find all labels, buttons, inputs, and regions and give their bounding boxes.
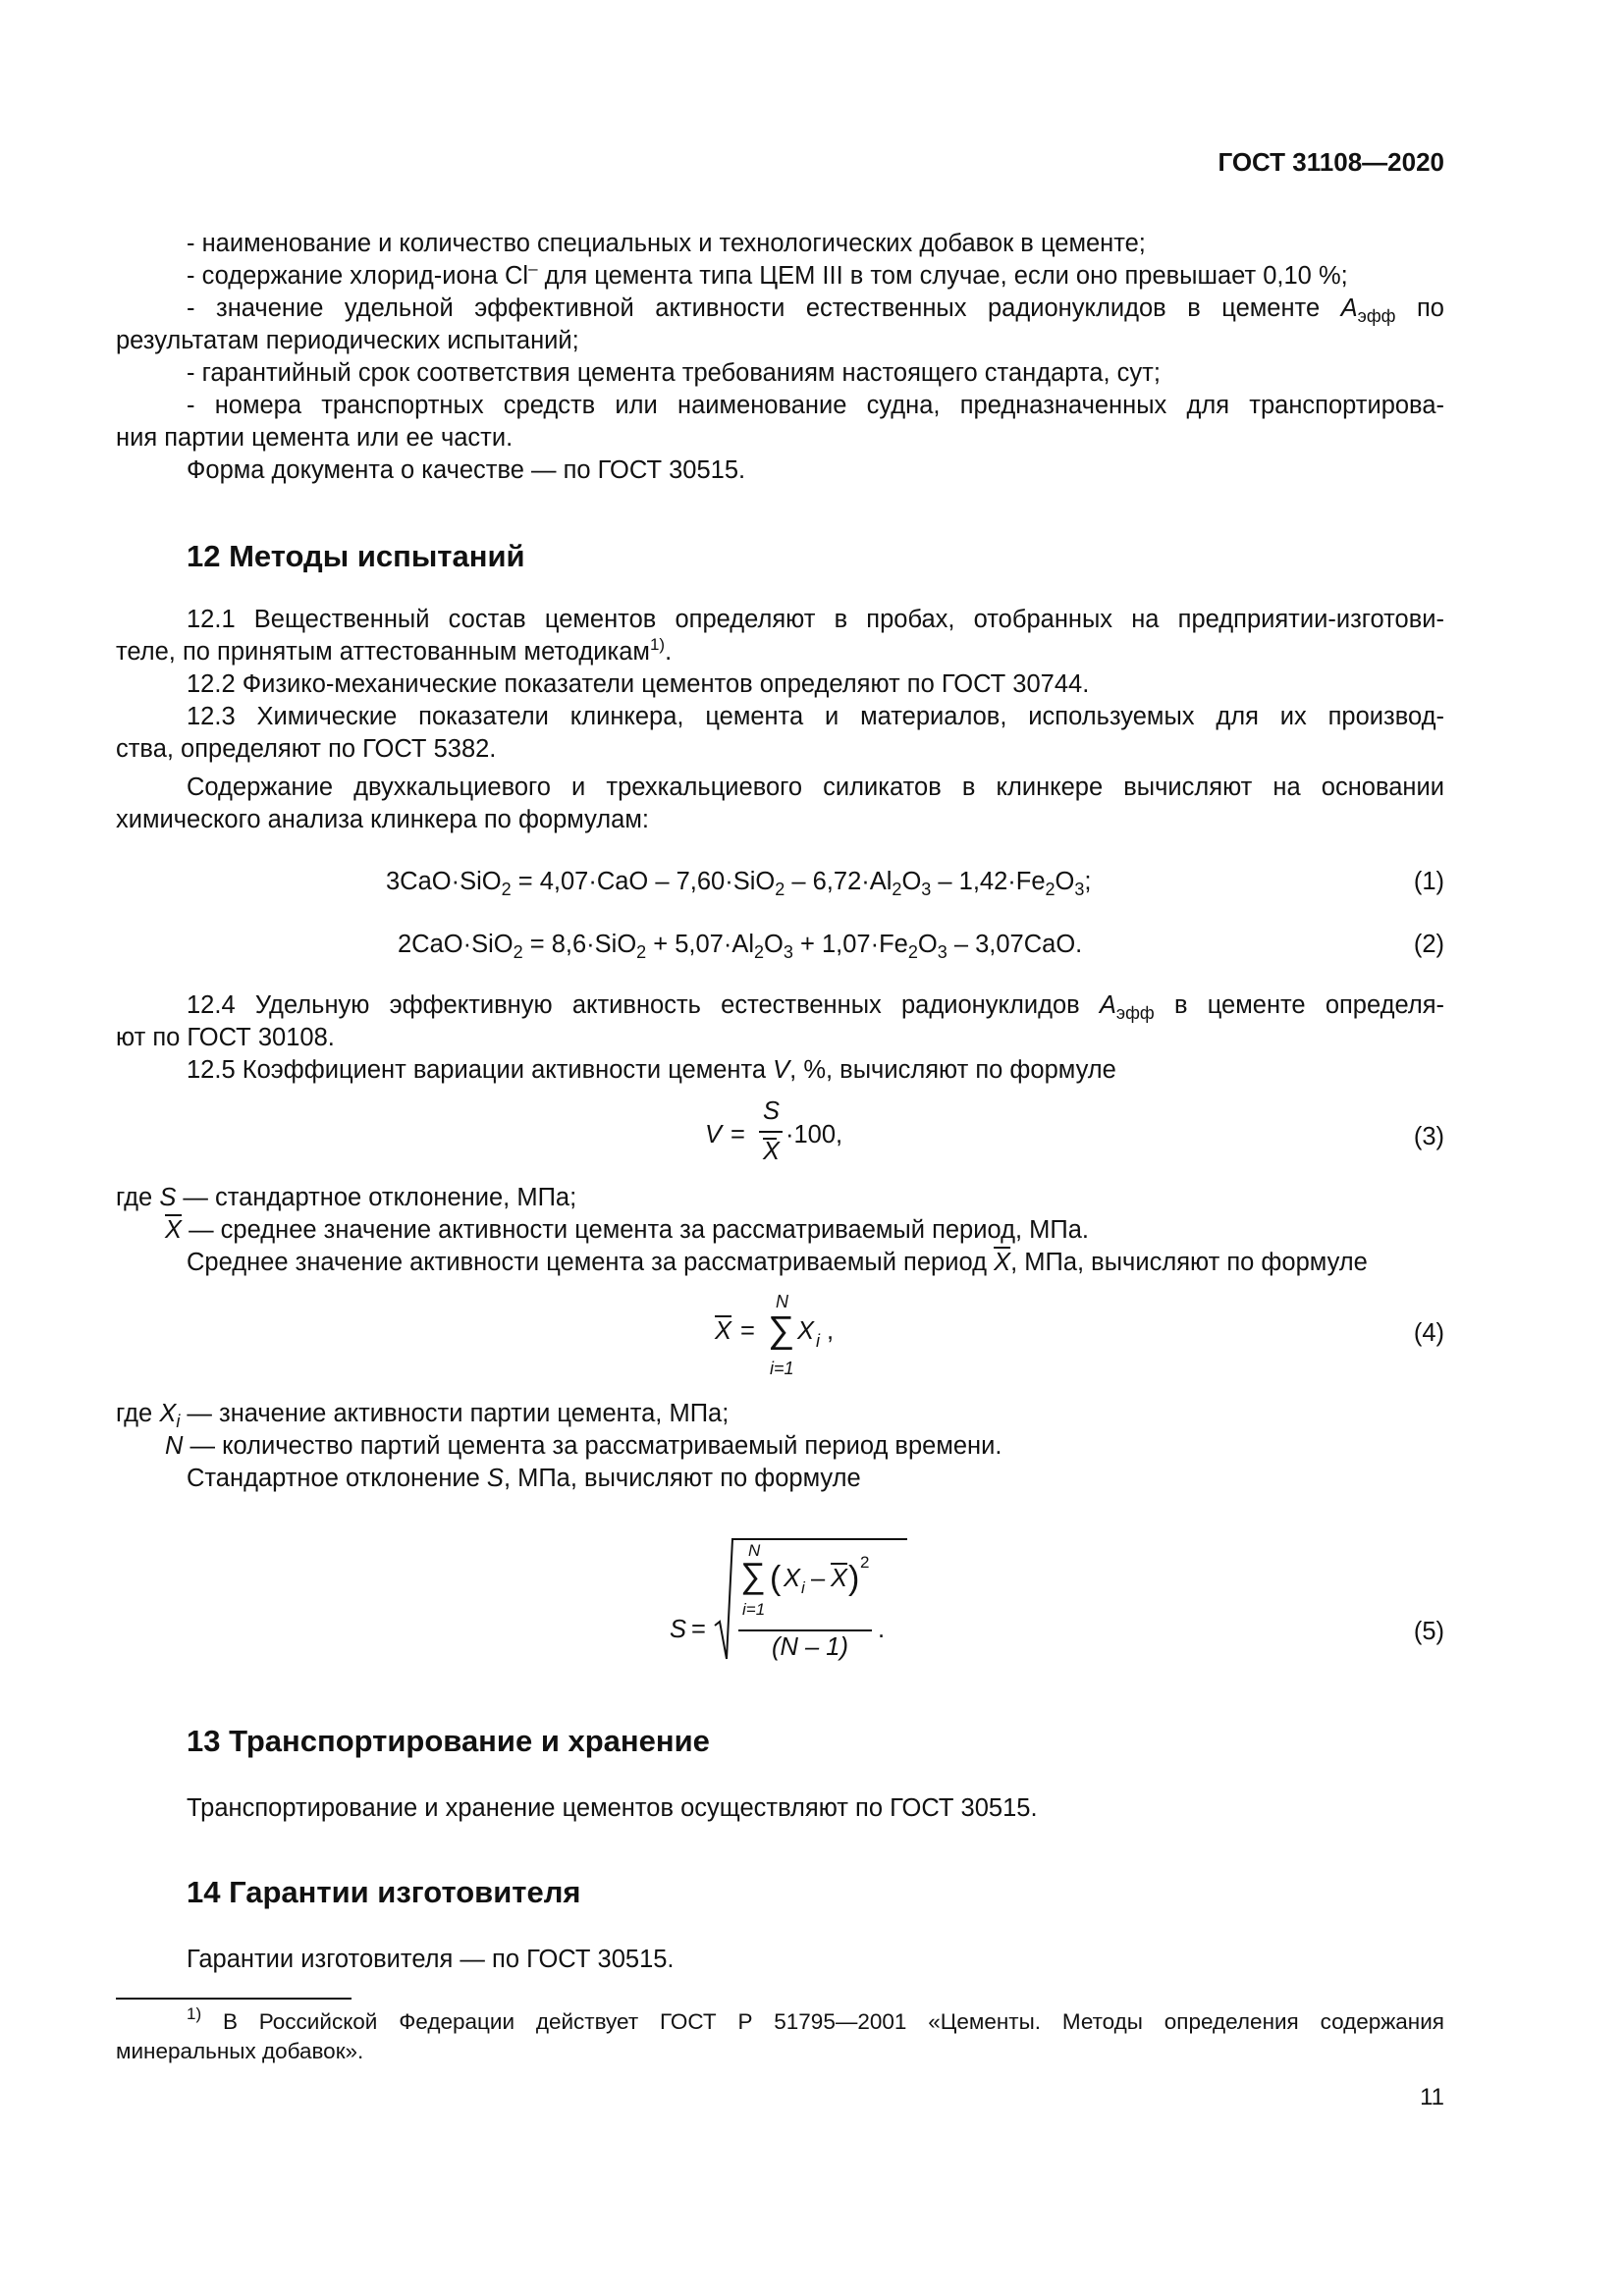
text: в цементе определя-	[1154, 991, 1445, 1019]
subscript: 2	[892, 880, 902, 899]
text: Стандартное отклонение	[187, 1465, 487, 1492]
footnote-separator	[116, 1998, 352, 2000]
section-heading-13: 13 Транспортирование и хранение	[187, 1724, 710, 1758]
text: — значение активности партии цемента, МПа;	[180, 1400, 730, 1427]
symbol-x: X	[159, 1400, 177, 1427]
paragraph-13: Транспортирование и хранение цементов осуществляют по ГОСТ 30515.	[187, 1794, 1038, 1822]
paragraph-mean	[187, 1247, 1368, 1279]
text: 3CaO·SiO	[386, 868, 502, 895]
text: 2CaO·SiO	[398, 931, 514, 958]
text: 12.5 Коэффициент вариации активности цемента	[187, 1056, 774, 1084]
paragraph-12-2: 12.2 Физико-механические показатели цементов определяют по ГОСТ 30744.	[187, 670, 1090, 698]
text: где	[116, 1184, 160, 1211]
symbol-n: N	[165, 1432, 184, 1460]
footnote-mark: 1)	[187, 2004, 202, 2023]
where-n	[165, 1430, 1001, 1463]
footnote-cont: минеральных добавок».	[116, 2039, 364, 2063]
formula-4	[715, 1292, 911, 1385]
formula-5	[670, 1531, 915, 1669]
text: где	[116, 1400, 160, 1427]
paragraph-12-3: 12.3 Химические показатели клинкера, цемента и материалов, используемых для их производ-	[187, 703, 1444, 730]
fraction-bar	[759, 1131, 783, 1133]
fraction-bar	[738, 1629, 872, 1631]
footnote	[187, 2004, 1444, 2037]
sum-sign: ∑	[768, 1309, 795, 1351]
document-header: ГОСТ 31108—2020	[1218, 147, 1444, 177]
symbol-s: S	[486, 1465, 504, 1492]
exponent-2: 2	[860, 1553, 870, 1572]
subscript: 2	[636, 942, 647, 962]
text: O	[901, 868, 922, 895]
subscript-i: i	[801, 1578, 805, 1597]
sum-lower-limit: i=1	[742, 1600, 766, 1619]
formula-2	[398, 929, 1082, 961]
paragraph-12-3-cont: ства, определяют по ГОСТ 5382.	[116, 735, 497, 763]
variable-x: X	[784, 1565, 801, 1592]
symbol-x-bar: $\overline{X}$	[715, 1317, 732, 1345]
symbol-s: S	[670, 1616, 687, 1643]
text: Среднее значение активности цемента за рассматриваемый период	[187, 1249, 995, 1276]
text: - содержание хлорид-иона Cl	[187, 262, 529, 290]
where-x	[165, 1214, 1089, 1247]
formula-1	[386, 866, 1092, 898]
text: В Российской Федерации действует ГОСТ Р 51795—2001 «Цементы. Методы определения содержания	[201, 2009, 1444, 2034]
denominator-x: X	[763, 1138, 781, 1165]
minus-sign: –	[811, 1565, 826, 1592]
text: .	[665, 638, 673, 666]
text: — количество партий цемента за рассматриваемый период времени.	[183, 1432, 1002, 1460]
subscript: 3	[937, 942, 947, 962]
subscript: 2	[754, 942, 765, 962]
subscript: 2	[501, 880, 512, 899]
equals-sign: =	[740, 1317, 755, 1345]
paragraph-12-1-cont	[116, 636, 672, 668]
paragraph-silicates-cont: химического анализа клинкера по формулам:	[116, 806, 649, 833]
text: O	[917, 931, 938, 958]
text: ;	[1084, 868, 1092, 895]
text: O	[764, 931, 784, 958]
page-number: 11	[1420, 2084, 1444, 2110]
paragraph-14: Гарантии изготовителя — по ГОСТ 30515.	[187, 1946, 675, 1973]
sum-upper-limit: N	[776, 1292, 788, 1311]
equals-sign: =	[691, 1616, 706, 1643]
text: + 1,07·Fe	[792, 931, 908, 958]
text: + 5,07·Al	[646, 931, 755, 958]
left-paren: (	[770, 1560, 782, 1597]
numerator-s: S	[763, 1097, 781, 1125]
text: – 3,07CaO.	[947, 931, 1083, 958]
subscript: 2	[1045, 880, 1056, 899]
equation-number-1: (1)	[1413, 868, 1444, 895]
text: по	[1395, 294, 1444, 322]
subscript: эфф	[1115, 1003, 1155, 1023]
right-paren: )	[848, 1560, 860, 1597]
variable-x: X	[797, 1317, 815, 1345]
list-item-chloride	[187, 260, 1348, 293]
symbol-a: A	[1340, 294, 1358, 322]
paragraph-quality-doc: Форма документа о качестве — по ГОСТ 30515.	[187, 456, 746, 484]
sum-upper-limit: N	[748, 1541, 761, 1560]
text: O	[1055, 868, 1075, 895]
equation-number-2: (2)	[1413, 931, 1444, 958]
symbol-x-bar: $\overline{X}$	[831, 1565, 848, 1592]
subscript: 3	[783, 942, 793, 962]
text: 12.4 Удельную эффективную активность естественных радионуклидов	[187, 991, 1100, 1019]
symbol-v: V	[773, 1056, 790, 1084]
where-s	[116, 1182, 576, 1214]
subscript: 2	[775, 880, 785, 899]
subscript: 2	[513, 942, 523, 962]
superscript: –	[528, 259, 538, 278]
text: = 4,07·CaO – 7,60·SiO	[511, 868, 776, 895]
list-item-radionuclides	[187, 293, 1444, 325]
list-item-radionuclides-cont: результатам периодических испытаний;	[116, 327, 579, 354]
symbol-v: V	[705, 1121, 723, 1148]
paragraph-12-4	[187, 989, 1444, 1022]
equation-number-3: (3)	[1413, 1123, 1444, 1150]
subscript: эфф	[1357, 306, 1396, 326]
text: – 1,42·Fe	[931, 868, 1046, 895]
text: для цемента типа ЦЕМ III в том случае, если оно превышает 0,10 %;	[537, 262, 1348, 290]
denominator: (N – 1)	[772, 1633, 848, 1661]
subscript: 3	[921, 880, 932, 899]
paragraph-12-1: 12.1 Вещественный состав цементов определяют в пробах, отобранных на предприятии-изготови-	[187, 606, 1444, 633]
subscript: 3	[1074, 880, 1085, 899]
text: - значение удельной эффективной активности естественных радионуклидов в цементе	[187, 294, 1341, 322]
footnote-ref: 1)	[649, 635, 666, 654]
text: , %, вычисляют по формуле	[789, 1056, 1116, 1084]
text: — стандартное отклонение, МПа;	[176, 1184, 577, 1211]
text: , МПа, вычисляют по формуле	[503, 1465, 861, 1492]
text: – 6,72·Al	[785, 868, 893, 895]
symbol-x-bar: $\overline{X}$	[165, 1216, 183, 1244]
sum-lower-limit: i=1	[770, 1359, 794, 1378]
subscript: 2	[907, 942, 918, 962]
symbol-a: A	[1099, 991, 1116, 1019]
formula-3	[705, 1097, 901, 1176]
section-heading-12: 12 Методы испытаний	[187, 539, 525, 573]
list-item-transport: - номера транспортных средств или наименование судна, предназначенных для транспортирова-	[187, 392, 1444, 419]
text: — среднее значение активности цемента за рассматриваемый период, МПа.	[182, 1216, 1089, 1244]
symbol-x-bar: $\overline{X}$	[994, 1249, 1011, 1276]
where-xi	[116, 1398, 729, 1430]
equation-number-5: (5)	[1413, 1618, 1444, 1645]
text: ·100,	[785, 1121, 843, 1148]
paragraph-12-5	[187, 1054, 1116, 1087]
text: = 8,6·SiO	[522, 931, 637, 958]
equation-number-4: (4)	[1413, 1319, 1444, 1347]
list-item-additives: - наименование и количество специальных и технологических добавок в цементе;	[187, 230, 1146, 257]
subscript-i: i	[176, 1412, 181, 1431]
equals-sign: =	[731, 1121, 745, 1148]
list-item-warranty: - гарантийный срок соответствия цемента требованиям настоящего стандарта, сут;	[187, 359, 1161, 387]
text: .	[878, 1616, 886, 1643]
subscript-i: i	[816, 1331, 820, 1351]
text: ,	[827, 1317, 835, 1345]
paragraph-std	[187, 1463, 861, 1495]
paragraph-12-4-cont: ют по ГОСТ 30108.	[116, 1024, 335, 1051]
sum-sign: ∑	[740, 1555, 766, 1595]
symbol-s: S	[159, 1184, 177, 1211]
text: теле, по принятым аттестованным методикам	[116, 638, 650, 666]
section-heading-14: 14 Гарантии изготовителя	[187, 1875, 581, 1909]
list-item-transport-cont: ния партии цемента или ее части.	[116, 424, 514, 452]
paragraph-silicates: Содержание двухкальциевого и трехкальциевого силикатов в клинкере вычисляют на основании	[187, 774, 1444, 801]
text: , МПа, вычисляют по формуле	[1010, 1249, 1368, 1276]
